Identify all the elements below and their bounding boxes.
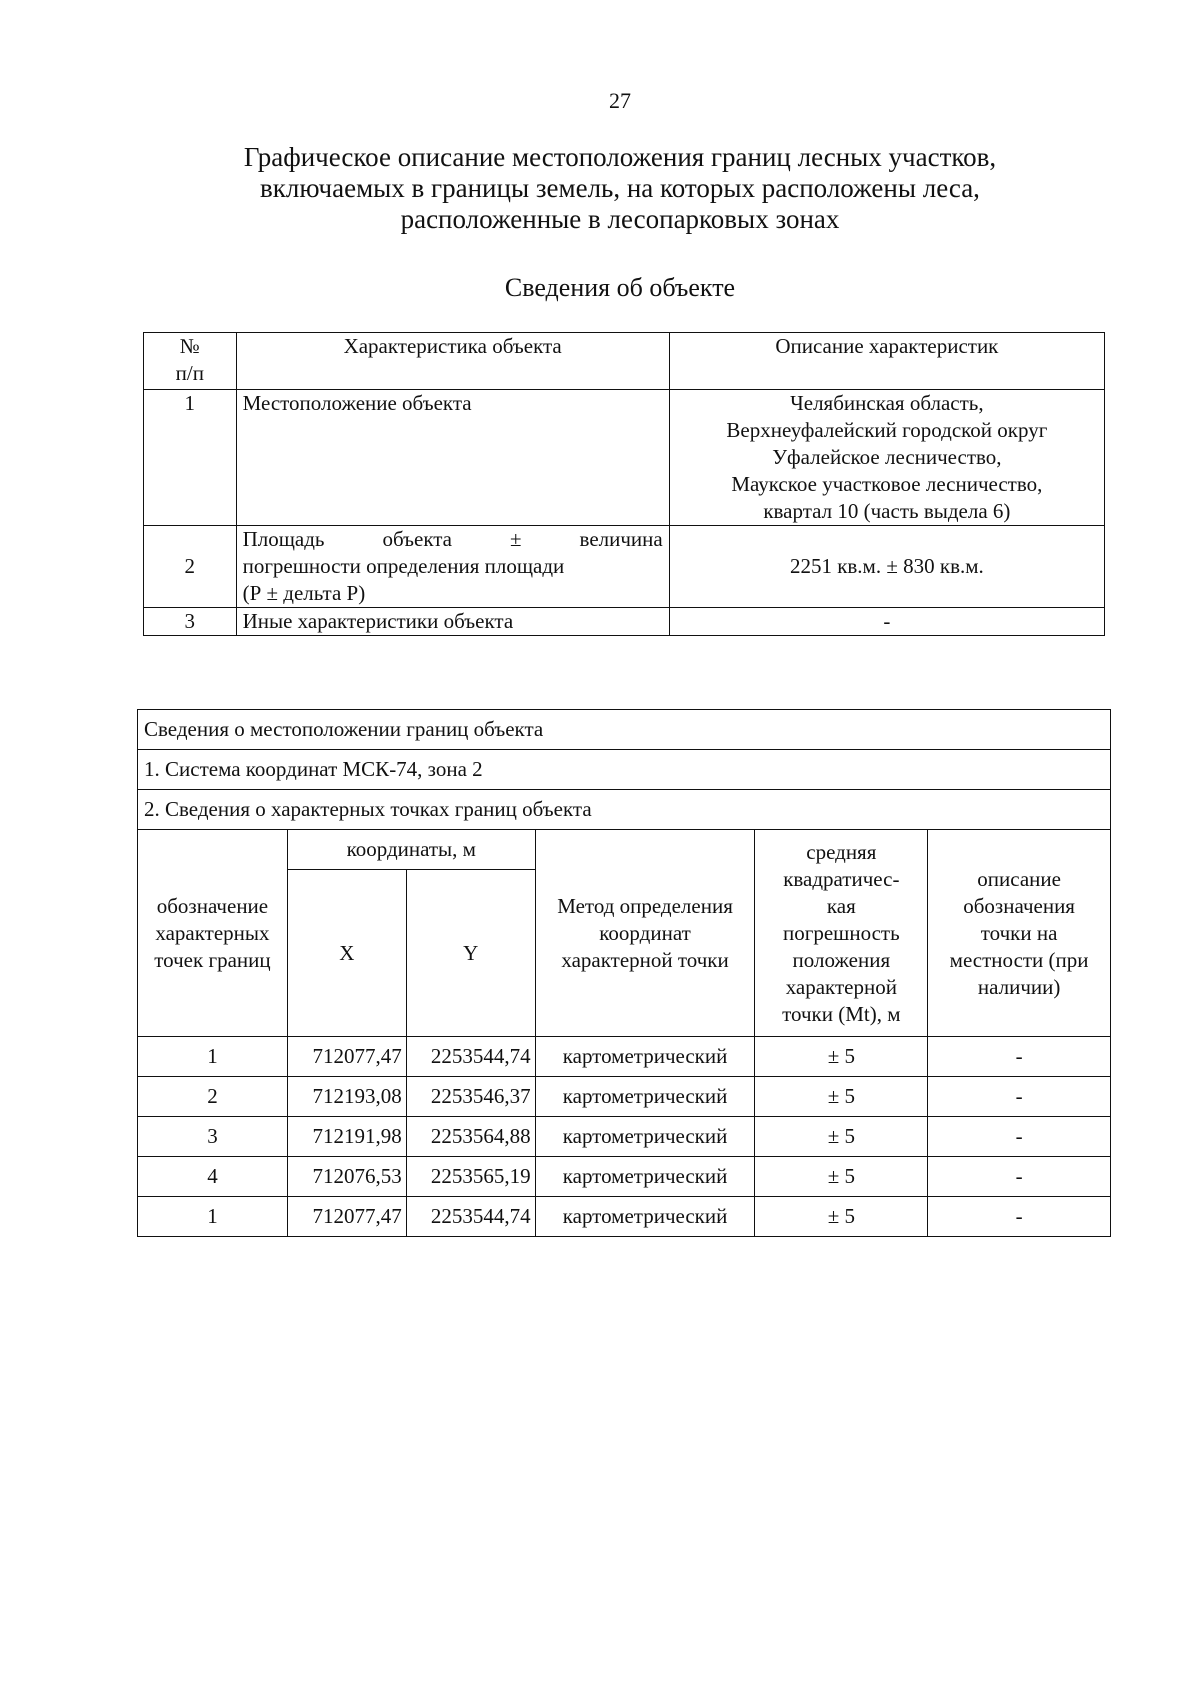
col-description-line: точки на <box>980 920 1058 945</box>
col-x: X <box>287 870 406 1037</box>
cell-error: ± 5 <box>755 1197 928 1237</box>
table-row <box>138 1037 1111 1077</box>
col-coordinates: координаты, м <box>287 830 535 870</box>
row-characteristic: Иные характеристики объекта <box>236 608 669 636</box>
col-designation-line: точек границ <box>154 947 271 972</box>
columns-header-row-1 <box>138 830 1111 870</box>
cell-y: 2253564,88 <box>406 1117 535 1157</box>
col-description-line: обозначения <box>963 893 1075 918</box>
cell-y: 2253546,37 <box>406 1077 535 1117</box>
table-row <box>138 1077 1111 1117</box>
cell-method: картометрический <box>535 1197 755 1237</box>
row-description: - <box>669 608 1104 636</box>
location-line: Верхнеуфалейский городской округ <box>726 418 1048 442</box>
location-line: Челябинская область, <box>790 391 984 415</box>
table-row <box>138 1117 1111 1157</box>
row-characteristic <box>236 526 669 608</box>
cell-method: картометрический <box>535 1157 755 1197</box>
col-designation-line: обозначение <box>156 893 269 918</box>
location-line: Маукское участковое лесничество, <box>731 472 1043 496</box>
col-designation <box>138 830 288 1037</box>
title-line-2: включаемых в границы земель, на которых расположены леса, <box>260 173 980 203</box>
cell-error: ± 5 <box>755 1037 928 1077</box>
cell-x: 712076,53 <box>287 1157 406 1197</box>
col-error-line: погрешность <box>782 920 900 945</box>
header-characteristic: Характеристика объекта <box>236 333 669 390</box>
cell-point: 3 <box>138 1117 288 1157</box>
table-row <box>138 1157 1111 1197</box>
page-number: 27 <box>609 88 631 113</box>
cell-error: ± 5 <box>755 1117 928 1157</box>
cell-method: картометрический <box>535 1117 755 1157</box>
row-characteristic: Местоположение объекта <box>236 390 669 526</box>
col-designation-line: характерных <box>155 920 270 945</box>
col-error-line: положения <box>792 947 891 972</box>
col-description-line: описание <box>977 866 1061 891</box>
area-line: (Р ± дельта Р) <box>242 581 366 605</box>
col-error-line: характерной <box>785 974 897 999</box>
cell-desc: - <box>928 1077 1111 1117</box>
col-method <box>535 830 755 1037</box>
col-error-line: квадратичес- <box>783 866 900 891</box>
header-num-line-2: п/п <box>175 361 204 385</box>
document-title <box>140 142 1100 235</box>
col-error <box>755 830 928 1037</box>
cell-x: 712193,08 <box>287 1077 406 1117</box>
object-table-header <box>144 333 1105 390</box>
cell-point: 2 <box>138 1077 288 1117</box>
object-row <box>144 608 1105 636</box>
row-num: 2 <box>144 526 237 608</box>
col-method-line: координат <box>599 920 691 945</box>
object-row <box>144 390 1105 526</box>
row-description <box>669 390 1104 526</box>
table-row <box>138 1197 1111 1237</box>
cell-error: ± 5 <box>755 1077 928 1117</box>
cell-x: 712191,98 <box>287 1117 406 1157</box>
location-line: квартал 10 (часть выдела 6) <box>763 499 1011 523</box>
col-error-line: средняя <box>806 839 877 864</box>
cell-method: картометрический <box>535 1077 755 1117</box>
area-line: Площадь объекта ± величина <box>242 527 663 551</box>
cell-y: 2253565,19 <box>406 1157 535 1197</box>
cell-point: 4 <box>138 1157 288 1197</box>
boundary-title: Сведения о местоположении границ объекта <box>138 710 1111 750</box>
row-num: 3 <box>144 608 237 636</box>
cell-desc: - <box>928 1117 1111 1157</box>
cell-point: 1 <box>138 1197 288 1237</box>
title-line-3: расположенные в лесопарковых зонах <box>400 204 840 234</box>
header-num <box>144 333 237 390</box>
cell-x: 712077,47 <box>287 1037 406 1077</box>
title-line-1: Графическое описание местоположения границ лесных участков, <box>243 142 997 172</box>
cell-desc: - <box>928 1157 1111 1197</box>
boundary-table <box>137 709 1111 1237</box>
cell-method: картометрический <box>535 1037 755 1077</box>
cell-point: 1 <box>138 1037 288 1077</box>
cell-desc: - <box>928 1037 1111 1077</box>
cell-desc: - <box>928 1197 1111 1237</box>
object-info-table <box>143 332 1105 636</box>
col-method-line: характерной точки <box>561 947 729 972</box>
points-title-row <box>138 790 1111 830</box>
col-description-line: наличии) <box>977 974 1061 999</box>
col-description-line: местности (при <box>949 947 1089 972</box>
col-description <box>928 830 1111 1037</box>
cell-error: ± 5 <box>755 1157 928 1197</box>
points-title: 2. Сведения о характерных точках границ объекта <box>138 790 1111 830</box>
cell-x: 712077,47 <box>287 1197 406 1237</box>
cell-y: 2253544,74 <box>406 1197 535 1237</box>
row-description: 2251 кв.м. ± 830 кв.м. <box>669 526 1104 608</box>
coord-system-row <box>138 750 1111 790</box>
header-num-line-1: № <box>179 334 200 358</box>
col-y: Y <box>406 870 535 1037</box>
object-row <box>144 526 1105 608</box>
object-section-heading: Сведения об объекте <box>504 273 736 302</box>
col-error-line: кая <box>826 893 856 918</box>
header-description: Описание характеристик <box>669 333 1104 390</box>
location-line: Уфалейское лесничество, <box>772 445 1002 469</box>
row-num: 1 <box>144 390 237 526</box>
col-error-line: точки (Mt), м <box>782 1001 901 1026</box>
col-method-line: Метод определения <box>557 893 733 918</box>
boundary-title-row <box>138 710 1111 750</box>
coord-system: 1. Система координат МСК-74, зона 2 <box>138 750 1111 790</box>
cell-y: 2253544,74 <box>406 1037 535 1077</box>
area-line: погрешности определения площади <box>242 554 565 578</box>
